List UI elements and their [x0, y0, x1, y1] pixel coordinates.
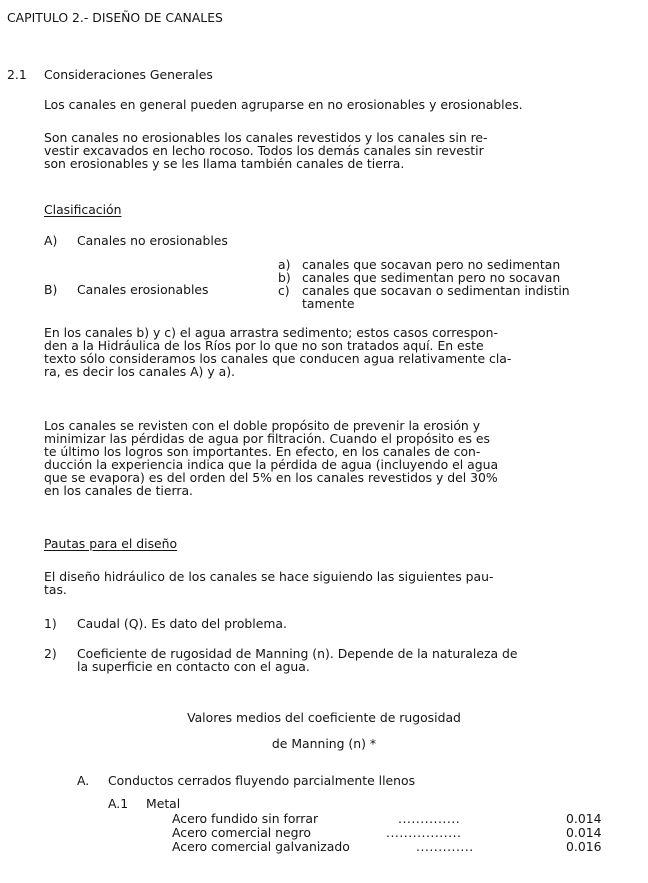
group-a-text: Conductos cerrados fluyendo parcialmente llenos [108, 773, 416, 788]
table-row-value: 0.014 [566, 825, 602, 840]
group-a-label: A. [77, 773, 90, 788]
paragraph-1 [44, 98, 639, 111]
class-a-label: A) [44, 233, 58, 248]
paragraph-line: Los canales se revisten con el doble propósito de prevenir la erosión y [44, 418, 481, 433]
paragraph-line: texto sólo consideramos los canales que conducen agua relativamente cla- [44, 351, 512, 366]
clasificacion-heading: Clasificación [44, 202, 122, 217]
group-a1-text: Metal [146, 796, 181, 811]
paragraph-line: vestir excavados en lecho rocoso. Todos los demás canales sin revestir [44, 143, 484, 158]
table-row-dots: ............. [416, 839, 474, 854]
paragraph-2 [44, 131, 636, 170]
pauta-2-label: 2) [44, 646, 57, 661]
table-title-line-2: de Manning (n) * [271, 736, 377, 751]
chapter-title: CAPITULO 2.- DISEÑO DE CANALES [7, 10, 223, 25]
pauta-2-line-2: la superficie en contacto con el agua. [77, 659, 310, 674]
subclass-a-text: canales que socavan pero no sedimentan [302, 257, 561, 272]
subclass-c-text: canales que socavan o sedimentan indistin [302, 283, 570, 298]
paragraph-line: en los canales de tierra. [44, 483, 193, 498]
pauta-1-text: Caudal (Q). Es dato del problema. [77, 616, 287, 631]
subclass-a-label: a) [278, 257, 291, 272]
group-a1-label: A.1 [108, 796, 129, 811]
pautas-heading: Pautas para el diseño [44, 536, 178, 551]
table-row-dots: .............. [398, 811, 461, 826]
section-title: Consideraciones Generales [44, 67, 213, 82]
paragraph-line: Son canales no erosionables los canales revestidos y los canales sin re- [44, 130, 488, 145]
subclass-c-continuation: tamente [302, 296, 355, 311]
class-b-label: B) [44, 282, 58, 297]
subclass-b-label: b) [278, 270, 291, 285]
table-row-name: Acero fundido sin forrar [172, 811, 319, 826]
table-row-name: Acero comercial negro [172, 825, 311, 840]
paragraph-line: ducción la experiencia indica que la pérdida de agua (incluyendo el agua [44, 457, 499, 472]
table-row-value: 0.016 [566, 839, 602, 854]
pauta-1-label: 1) [44, 616, 57, 631]
paragraph-line: den a la Hidráulica de los Ríos por lo que no son tratados aquí. En este [44, 338, 484, 353]
paragraph-line: El diseño hidráulico de los canales se hace siguiendo las siguientes pau- [44, 569, 494, 584]
table-row-value: 0.014 [566, 811, 602, 826]
paragraph-line: Los canales en general pueden agruparse en no erosionables y erosionables. [44, 97, 523, 112]
paragraph-line: son erosionables y se les llama también canales de tierra. [44, 156, 405, 171]
table-row-name: Acero comercial galvanizado [172, 839, 350, 854]
table-row-dots: ................. [386, 825, 462, 840]
subclass-c-label: c) [278, 283, 290, 298]
table-title-line-1: Valores medios del coeficiente de rugosidad [187, 710, 461, 725]
paragraph-line: que se evapora) es del orden del 5% en los canales revestidos y del 30% [44, 470, 498, 485]
paragraph-5 [44, 570, 636, 596]
class-a-text: Canales no erosionables [77, 233, 228, 248]
pauta-2-line-1: Coeficiente de rugosidad de Manning (n). Depende de la naturaleza de [77, 646, 518, 661]
subclass-b-text: canales que sedimentan pero no socavan [302, 270, 561, 285]
class-b-text: Canales erosionables [77, 282, 209, 297]
paragraph-line: tas. [44, 582, 67, 597]
paragraph-line: ra, es decir los canales A) y a). [44, 364, 235, 379]
paragraph-line: En los canales b) y c) el agua arrastra sedimento; estos casos correspon- [44, 325, 498, 340]
paragraph-3 [44, 326, 636, 378]
paragraph-line: te último los logros son importantes. En efecto, en los canales de con- [44, 444, 481, 459]
paragraph-4 [44, 419, 636, 497]
section-number: 2.1 [7, 67, 27, 82]
paragraph-line: minimizar las pérdidas de agua por filtración. Cuando el propósito es es [44, 431, 490, 446]
